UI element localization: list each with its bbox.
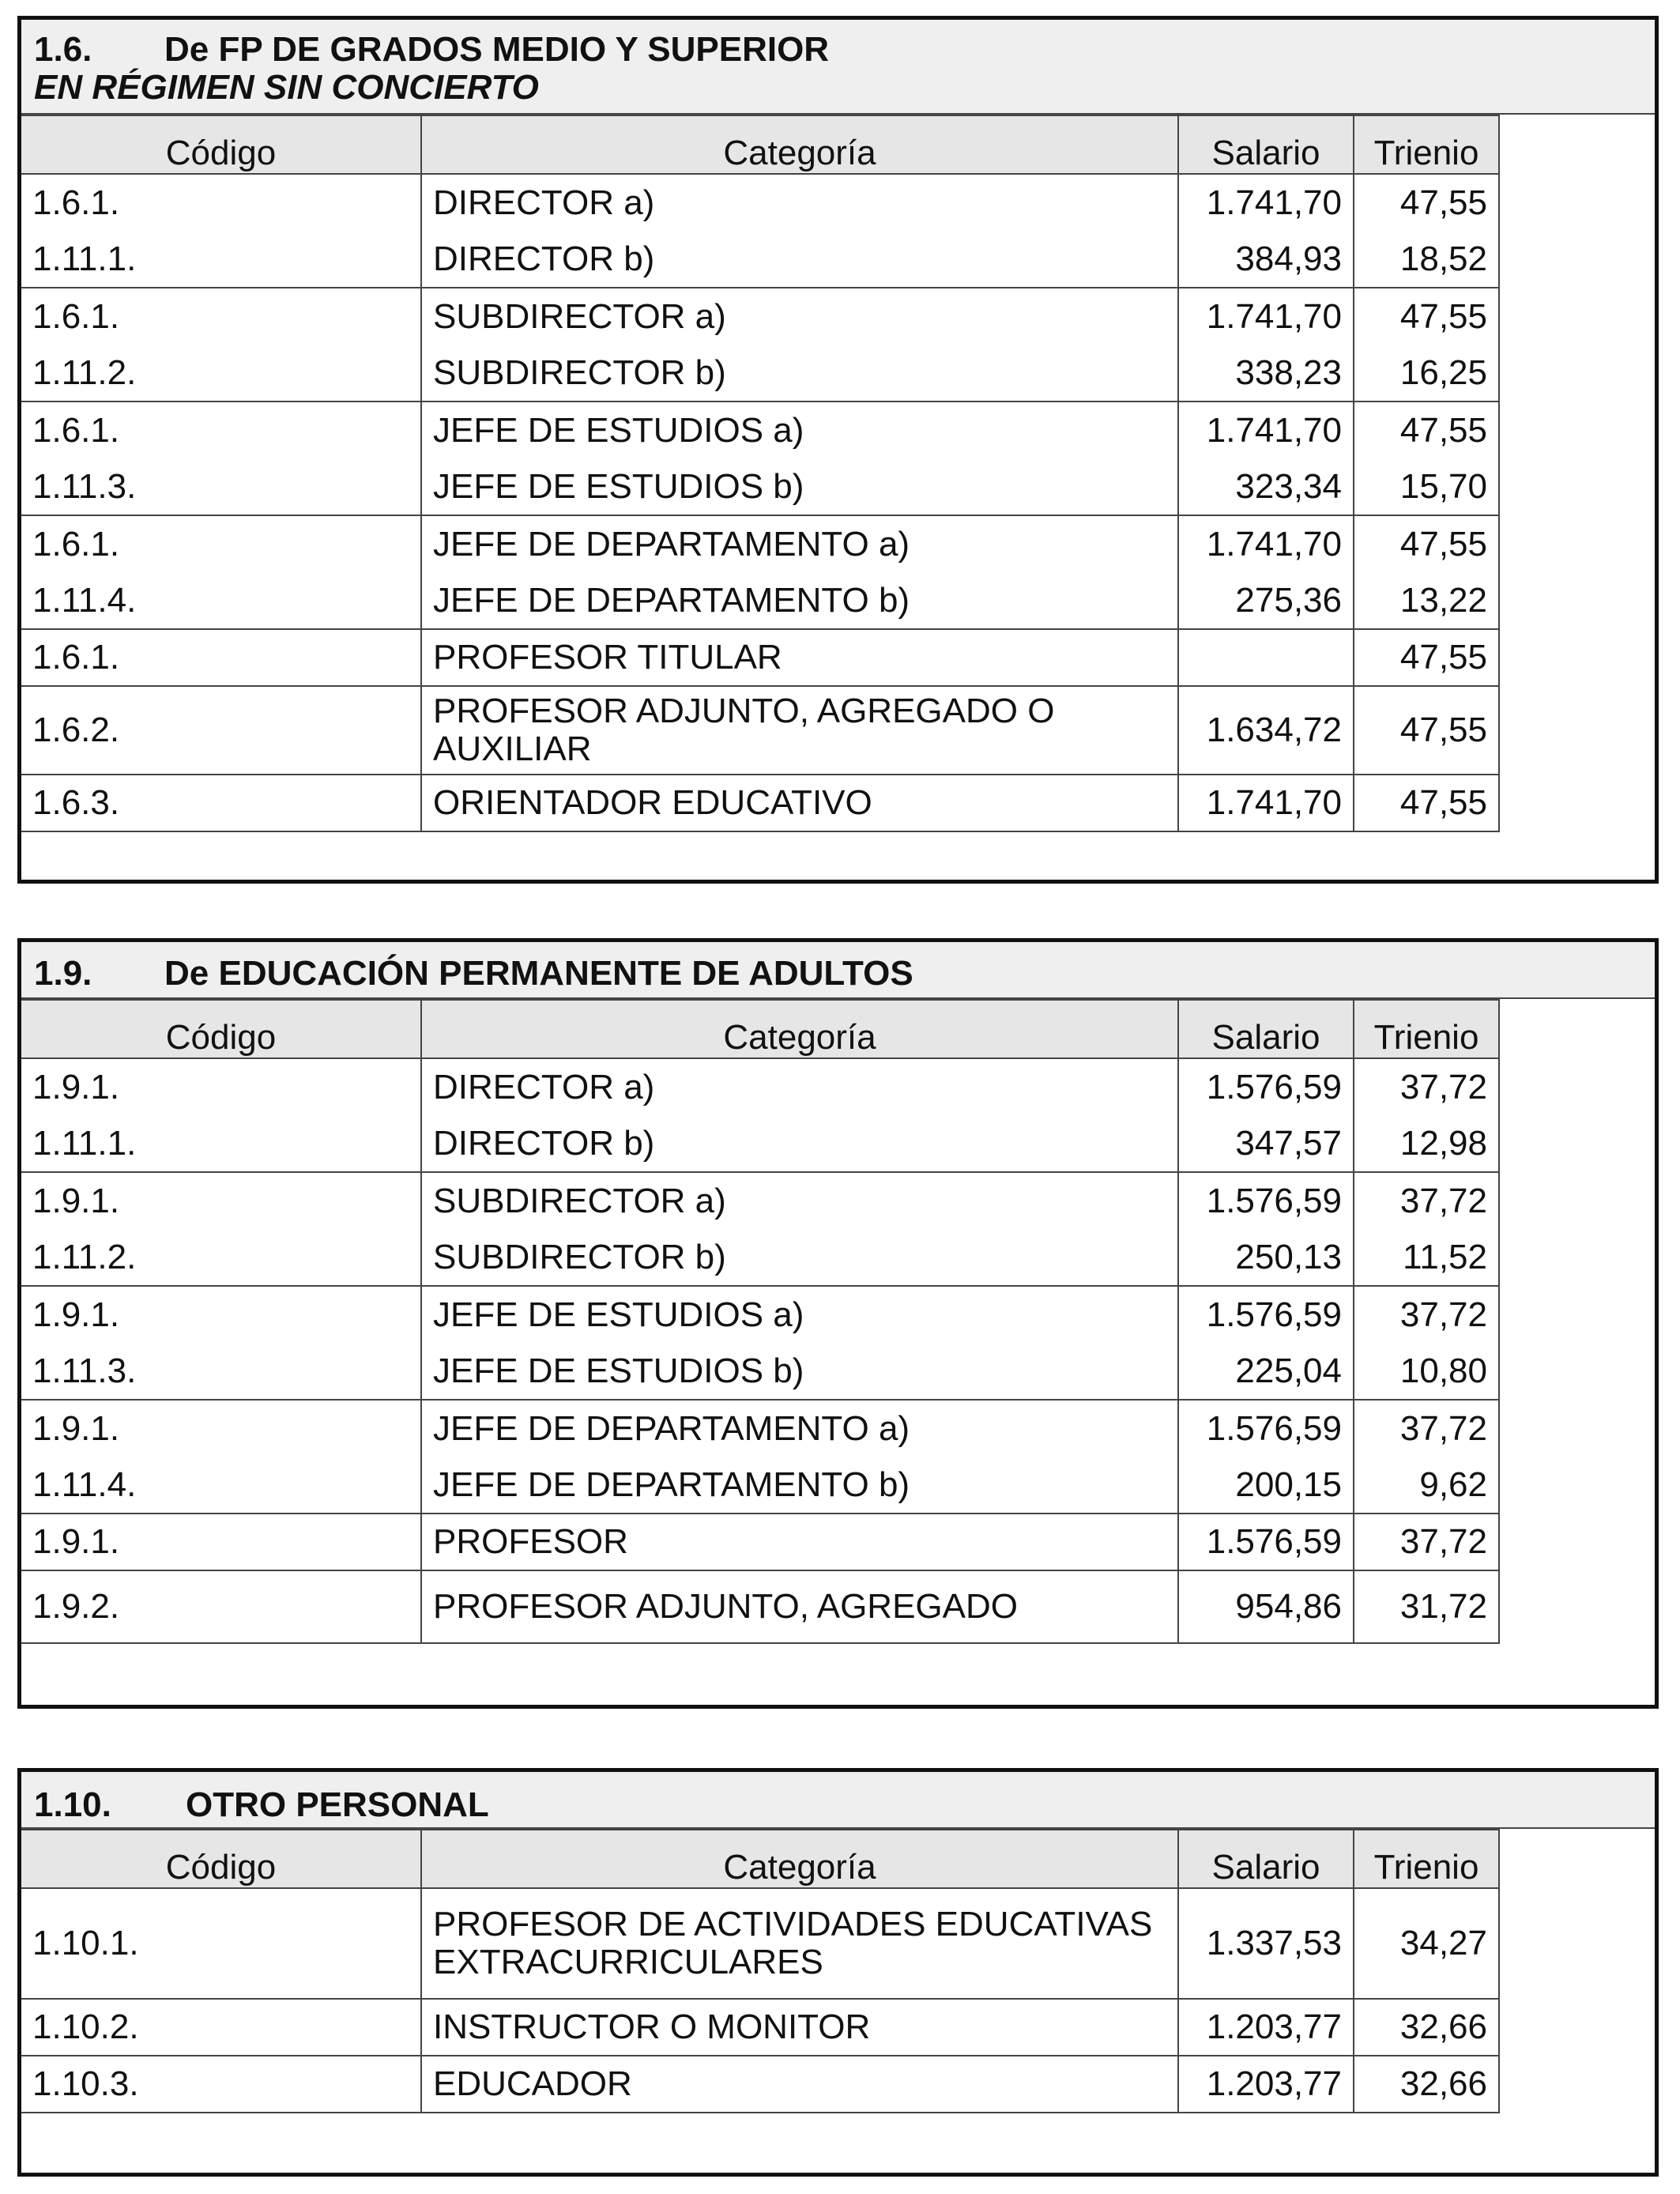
cell-code: 1.6.1. — [21, 401, 421, 458]
cell-triennium: 31,72 — [1354, 1570, 1499, 1643]
cell-code: 1.9.1. — [21, 1058, 421, 1115]
col-header-triennium: Trienio — [1354, 1000, 1499, 1058]
cell-salary: 1.576,59 — [1178, 1058, 1354, 1115]
table-row — [21, 1229, 1499, 1286]
cell-triennium: 15,70 — [1354, 458, 1499, 515]
cell-triennium: 32,66 — [1354, 1999, 1499, 2056]
cell-code: 1.9.1. — [21, 1514, 421, 1570]
table-row — [21, 1457, 1499, 1514]
table-row — [21, 1888, 1499, 1999]
cell-category: JEFE DE ESTUDIOS b) — [421, 458, 1178, 515]
cell-triennium: 34,27 — [1354, 1888, 1499, 1999]
cell-salary: 1.337,53 — [1178, 1888, 1354, 1999]
cell-salary: 1.576,59 — [1178, 1286, 1354, 1343]
table-row — [21, 401, 1499, 458]
col-header-salary: Salario — [1178, 1830, 1354, 1888]
table-row — [21, 1570, 1499, 1643]
cell-salary: 225,04 — [1178, 1343, 1354, 1400]
cell-code: 1.6.1. — [21, 174, 421, 231]
salary-table — [21, 115, 1500, 832]
cell-triennium: 37,72 — [1354, 1400, 1499, 1457]
col-header-triennium: Trienio — [1354, 115, 1499, 174]
cell-code: 1.11.1. — [21, 231, 421, 288]
table-row — [21, 2056, 1499, 2113]
cell-salary: 954,86 — [1178, 1570, 1354, 1643]
section-header — [21, 20, 1655, 115]
cell-code: 1.6.3. — [21, 775, 421, 831]
cell-triennium: 47,55 — [1354, 775, 1499, 831]
cell-salary: 1.741,70 — [1178, 288, 1354, 345]
cell-code: 1.11.3. — [21, 1343, 421, 1400]
cell-code: 1.6.1. — [21, 288, 421, 345]
section-title — [34, 1786, 489, 1824]
col-header-salary: Salario — [1178, 1000, 1354, 1058]
col-header-category: Categoría — [421, 1000, 1178, 1058]
cell-category: SUBDIRECTOR b) — [421, 345, 1178, 401]
table-row — [21, 174, 1499, 231]
cell-category: JEFE DE DEPARTAMENTO b) — [421, 572, 1178, 629]
cell-code: 1.11.2. — [21, 1229, 421, 1286]
cell-salary: 1.634,72 — [1178, 686, 1354, 775]
cell-category: JEFE DE DEPARTAMENTO a) — [421, 515, 1178, 572]
cell-code: 1.10.1. — [21, 1888, 421, 1999]
table-row — [21, 572, 1499, 629]
table-row — [21, 1058, 1499, 1115]
cell-category: PROFESOR ADJUNTO, AGREGADO O AUXILIAR — [421, 686, 1178, 775]
cell-triennium: 16,25 — [1354, 345, 1499, 401]
section-header — [21, 1772, 1655, 1829]
cell-triennium: 47,55 — [1354, 629, 1499, 686]
cell-triennium: 37,72 — [1354, 1514, 1499, 1570]
section-title — [34, 955, 913, 993]
col-header-code: Código — [21, 1000, 421, 1058]
table-row — [21, 629, 1499, 686]
section-number: 1.9. — [34, 954, 92, 993]
section-title-text: De EDUCACIÓN PERMANENTE DE ADULTOS — [164, 954, 913, 993]
cell-salary: 1.741,70 — [1178, 515, 1354, 572]
cell-category: EDUCADOR — [421, 2056, 1178, 2113]
table-row — [21, 515, 1499, 572]
cell-triennium: 47,55 — [1354, 288, 1499, 345]
cell-code: 1.6.1. — [21, 515, 421, 572]
cell-triennium: 37,72 — [1354, 1172, 1499, 1229]
table-row — [21, 1400, 1499, 1457]
table-header-row — [21, 115, 1499, 174]
cell-salary: 1.741,70 — [1178, 401, 1354, 458]
table-row — [21, 1343, 1499, 1400]
table-header-row — [21, 1000, 1499, 1058]
cell-triennium: 37,72 — [1354, 1286, 1499, 1343]
salary-section-1-9 — [17, 938, 1659, 1709]
col-header-triennium: Trienio — [1354, 1830, 1499, 1888]
cell-salary: 384,93 — [1178, 231, 1354, 288]
table-row — [21, 1286, 1499, 1343]
cell-triennium: 9,62 — [1354, 1457, 1499, 1514]
cell-code: 1.9.2. — [21, 1570, 421, 1643]
cell-code: 1.11.4. — [21, 1457, 421, 1514]
cell-code: 1.11.1. — [21, 1115, 421, 1172]
cell-category: SUBDIRECTOR a) — [421, 1172, 1178, 1229]
cell-triennium: 12,98 — [1354, 1115, 1499, 1172]
table-row — [21, 288, 1499, 345]
table-row — [21, 1999, 1499, 2056]
col-header-code: Código — [21, 115, 421, 174]
cell-code: 1.11.3. — [21, 458, 421, 515]
cell-triennium: 11,52 — [1354, 1229, 1499, 1286]
cell-category: DIRECTOR b) — [421, 1115, 1178, 1172]
salary-table — [21, 1829, 1500, 2113]
cell-category: ORIENTADOR EDUCATIVO — [421, 775, 1178, 831]
cell-triennium: 13,22 — [1354, 572, 1499, 629]
table-row — [21, 458, 1499, 515]
col-header-category: Categoría — [421, 1830, 1178, 1888]
cell-category: JEFE DE ESTUDIOS a) — [421, 401, 1178, 458]
cell-salary: 323,34 — [1178, 458, 1354, 515]
cell-salary: 275,36 — [1178, 572, 1354, 629]
table-header-row — [21, 1830, 1499, 1888]
section-title-text: De FP DE GRADOS MEDIO Y SUPERIOR — [164, 30, 830, 69]
cell-code: 1.10.2. — [21, 1999, 421, 2056]
cell-category: PROFESOR ADJUNTO, AGREGADO — [421, 1570, 1178, 1643]
cell-category: SUBDIRECTOR b) — [421, 1229, 1178, 1286]
section-number: 1.10. — [34, 1785, 111, 1824]
cell-triennium: 10,80 — [1354, 1343, 1499, 1400]
cell-category: PROFESOR — [421, 1514, 1178, 1570]
cell-salary: 1.576,59 — [1178, 1172, 1354, 1229]
cell-code: 1.11.2. — [21, 345, 421, 401]
cell-salary: 1.203,77 — [1178, 2056, 1354, 2113]
salary-section-1-10 — [17, 1768, 1659, 2177]
cell-salary: 1.741,70 — [1178, 775, 1354, 831]
cell-triennium: 37,72 — [1354, 1058, 1499, 1115]
cell-category: DIRECTOR a) — [421, 174, 1178, 231]
cell-salary: 347,57 — [1178, 1115, 1354, 1172]
cell-category: PROFESOR TITULAR — [421, 629, 1178, 686]
cell-salary — [1178, 629, 1354, 686]
cell-category: JEFE DE ESTUDIOS b) — [421, 1343, 1178, 1400]
cell-code: 1.6.2. — [21, 686, 421, 775]
cell-category: DIRECTOR a) — [421, 1058, 1178, 1115]
cell-code: 1.10.3. — [21, 2056, 421, 2113]
cell-triennium: 18,52 — [1354, 231, 1499, 288]
cell-salary: 200,15 — [1178, 1457, 1354, 1514]
cell-category: DIRECTOR b) — [421, 231, 1178, 288]
cell-salary: 1.576,59 — [1178, 1514, 1354, 1570]
cell-code: 1.6.1. — [21, 629, 421, 686]
col-header-category: Categoría — [421, 115, 1178, 174]
section-subtitle: EN RÉGIMEN SIN CONCIERTO — [34, 68, 539, 107]
cell-salary: 1.203,77 — [1178, 1999, 1354, 2056]
salary-section-1-6 — [17, 16, 1659, 884]
table-row — [21, 231, 1499, 288]
section-number: 1.6. — [34, 30, 92, 69]
section-header — [21, 942, 1655, 999]
table-row — [21, 1115, 1499, 1172]
cell-triennium: 47,55 — [1354, 174, 1499, 231]
salary-table — [21, 999, 1500, 1644]
cell-salary: 250,13 — [1178, 1229, 1354, 1286]
table-row — [21, 1514, 1499, 1570]
cell-category: JEFE DE DEPARTAMENTO b) — [421, 1457, 1178, 1514]
cell-code: 1.9.1. — [21, 1172, 421, 1229]
col-header-code: Código — [21, 1830, 421, 1888]
cell-triennium: 47,55 — [1354, 515, 1499, 572]
cell-salary: 1.741,70 — [1178, 174, 1354, 231]
section-title — [34, 31, 829, 69]
section-title-text: OTRO PERSONAL — [186, 1785, 489, 1824]
table-row — [21, 775, 1499, 831]
cell-triennium: 47,55 — [1354, 401, 1499, 458]
cell-code: 1.9.1. — [21, 1286, 421, 1343]
cell-category: INSTRUCTOR O MONITOR — [421, 1999, 1178, 2056]
cell-code: 1.9.1. — [21, 1400, 421, 1457]
cell-triennium: 47,55 — [1354, 686, 1499, 775]
table-row — [21, 686, 1499, 775]
cell-category: JEFE DE ESTUDIOS a) — [421, 1286, 1178, 1343]
table-row — [21, 345, 1499, 401]
table-row — [21, 1172, 1499, 1229]
cell-code: 1.11.4. — [21, 572, 421, 629]
cell-triennium: 32,66 — [1354, 2056, 1499, 2113]
cell-salary: 1.576,59 — [1178, 1400, 1354, 1457]
cell-category: JEFE DE DEPARTAMENTO a) — [421, 1400, 1178, 1457]
cell-salary: 338,23 — [1178, 345, 1354, 401]
col-header-salary: Salario — [1178, 115, 1354, 174]
cell-category: PROFESOR DE ACTIVIDADES EDUCATIVAS EXTRACURRICULARES — [421, 1888, 1178, 1999]
cell-category: SUBDIRECTOR a) — [421, 288, 1178, 345]
